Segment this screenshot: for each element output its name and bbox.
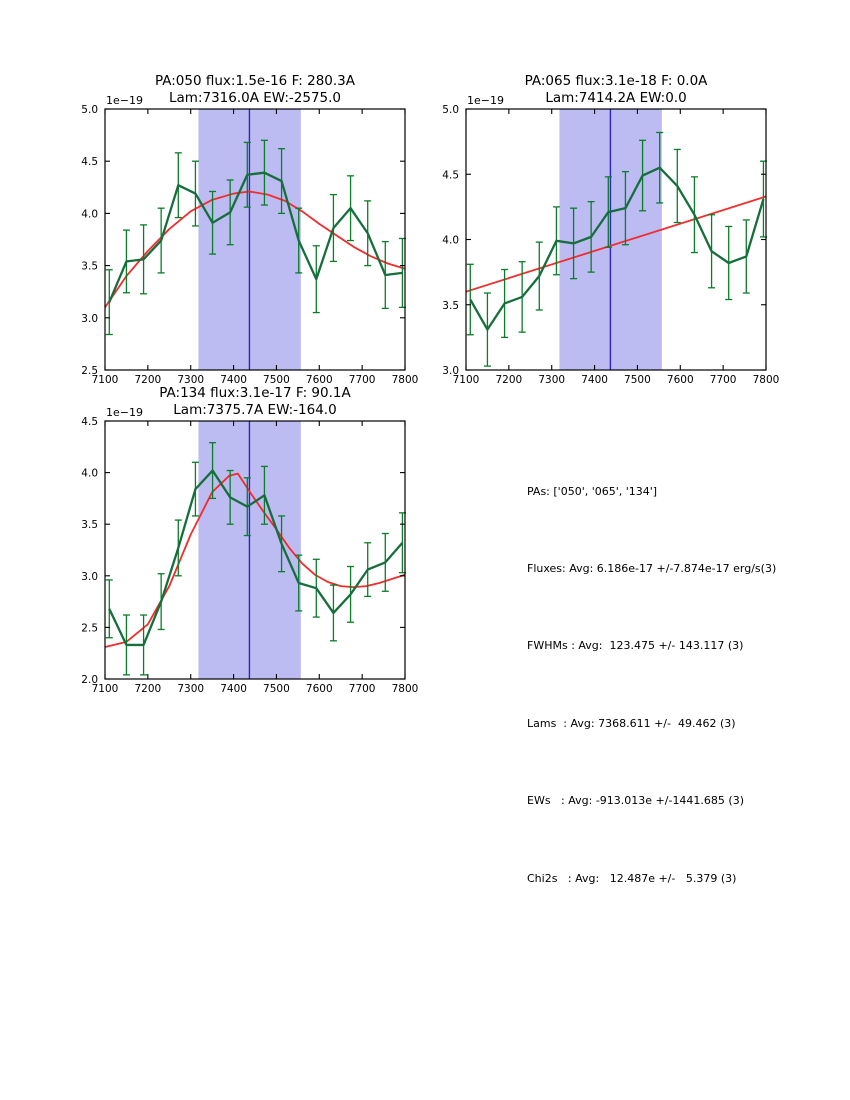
x-tick-label: 7100 [452,374,480,386]
x-tick-label: 7600 [305,683,333,695]
stats-line-ews: EWs : Avg: -913.013e +/-1441.685 (3) [527,794,745,808]
plot-title-line1: PA:065 flux:3.1e-18 F: 0.0A [524,73,708,89]
x-tick-label: 7100 [91,683,119,695]
stats-line-fwhms: FWHMs : Avg: 123.475 +/- 143.117 (3) [527,639,744,653]
x-tick-label: 7200 [495,374,523,386]
y-tick-label: 2.5 [81,622,98,635]
stats-line-pas: PAs: ['050', '065', '134'] [527,484,658,498]
x-tick-label: 7700 [348,374,376,386]
plot-title-line1: PA:050 flux:1.5e-16 F: 280.3A [154,73,356,89]
x-tick-label: 7300 [538,374,566,386]
x-tick-label: 7500 [263,683,290,695]
x-tick-label: 7600 [666,374,694,386]
plot-title-line2: Lam:7375.7A EW:-164.0 [173,402,337,418]
y-tick-label: 3.0 [442,365,459,377]
x-tick-label: 7800 [752,374,780,386]
y-tick-label: 3.5 [81,519,98,532]
y-tick-label: 4.0 [442,234,459,247]
x-tick-label: 7400 [220,374,247,386]
plot-title-line1: PA:134 flux:3.1e-17 F: 90.1A [159,385,351,401]
x-tick-label: 7300 [177,683,205,695]
y-tick-label: 4.0 [81,208,98,221]
x-tick-label: 7500 [263,374,290,386]
x-tick-label: 7600 [305,374,333,386]
x-tick-label: 7300 [177,374,205,386]
stats-line-chi2s: Chi2s : Avg: 12.487e +/- 5.379 (3) [527,871,737,885]
x-tick-label: 7500 [624,374,651,386]
x-tick-label: 7200 [134,683,162,695]
y-tick-label: 4.5 [81,156,98,169]
x-tick-label: 7400 [581,374,608,386]
y-axis-offset-label: 1e−19 [106,94,143,107]
x-tick-label: 7700 [348,683,376,695]
plot-title-line2: Lam:7414.2A EW:0.0 [545,90,687,106]
x-tick-label: 7800 [391,683,419,695]
x-tick-label: 7400 [220,683,247,695]
y-tick-label: 3.5 [81,260,98,273]
y-axis-offset-label: 1e−19 [106,406,143,419]
y-tick-label: 3.0 [81,312,98,325]
stats-line-lams: Lams : Avg: 7368.611 +/- 49.462 (3) [527,716,736,730]
y-tick-label: 2.0 [81,674,98,686]
y-tick-label: 5.0 [442,104,459,116]
y-tick-label: 5.0 [81,104,98,116]
y-tick-label: 3.0 [81,570,98,583]
stats-panel [527,427,776,943]
y-tick-label: 4.5 [442,169,459,182]
y-tick-label: 3.5 [442,299,459,312]
y-tick-label: 4.0 [81,467,98,480]
x-tick-label: 7800 [391,374,419,386]
y-tick-label: 2.5 [81,365,98,377]
x-tick-label: 7700 [709,374,737,386]
y-axis-offset-label: 1e−19 [467,94,504,107]
y-tick-label: 4.5 [81,416,98,428]
x-tick-label: 7200 [134,374,162,386]
stats-line-fluxes: Fluxes: Avg: 6.186e-17 +/-7.874e-17 erg/s(3) [527,561,777,575]
x-tick-label: 7100 [91,374,119,386]
plot-title-line2: Lam:7316.0A EW:-2575.0 [169,90,341,106]
